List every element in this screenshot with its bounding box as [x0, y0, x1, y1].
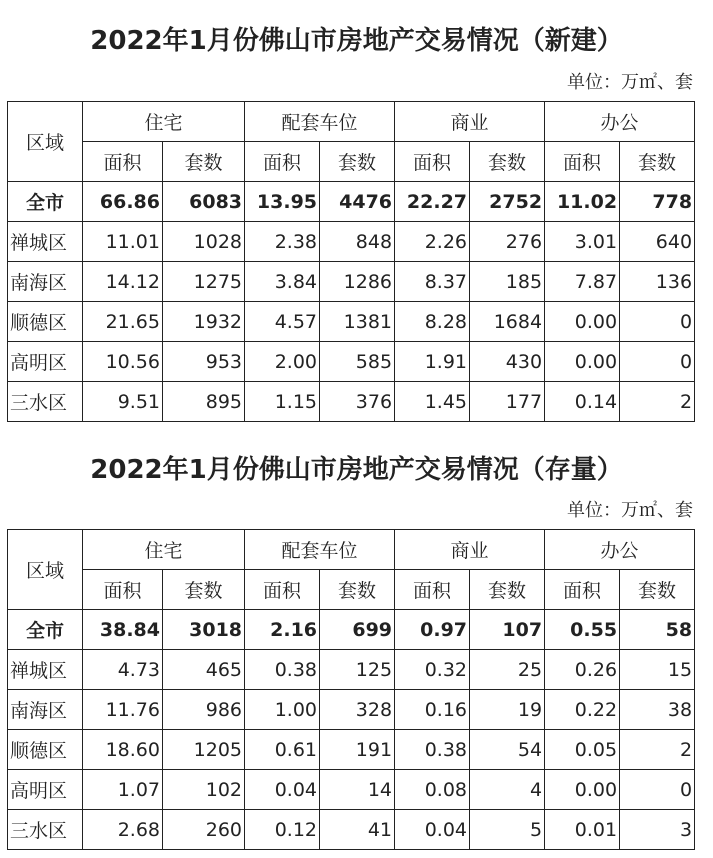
- value-cell: 10.56: [83, 342, 163, 382]
- value-cell: 21.65: [83, 302, 163, 342]
- value-cell: 7.87: [545, 262, 620, 302]
- value-cell: 986: [163, 690, 245, 730]
- value-cell: 0.08: [395, 770, 470, 810]
- value-cell: 0.12: [245, 810, 320, 850]
- group-header: 商业: [395, 102, 545, 142]
- value-cell: 8.28: [395, 302, 470, 342]
- value-cell: 1275: [163, 262, 245, 302]
- value-cell: 6083: [163, 182, 245, 222]
- header-row: [8, 102, 695, 142]
- value-cell: 13.95: [245, 182, 320, 222]
- value-cell: 0.38: [395, 730, 470, 770]
- region-cell: 南海区: [8, 262, 83, 302]
- group-header: 住宅: [83, 102, 245, 142]
- value-cell: 4476: [320, 182, 395, 222]
- subheader-cell: 套数: [470, 142, 545, 182]
- value-cell: 1.91: [395, 342, 470, 382]
- value-cell: 11.02: [545, 182, 620, 222]
- value-cell: 4.57: [245, 302, 320, 342]
- value-cell: 328: [320, 690, 395, 730]
- value-cell: 107: [470, 610, 545, 650]
- value-cell: 2.00: [245, 342, 320, 382]
- value-cell: 2.68: [83, 810, 163, 850]
- value-cell: 0.00: [545, 342, 620, 382]
- value-cell: 66.86: [83, 182, 163, 222]
- value-cell: 102: [163, 770, 245, 810]
- page-title: 2022年1月份佛山市房地产交易情况（存量）: [90, 455, 623, 485]
- value-cell: 54: [470, 730, 545, 770]
- subheader-cell: 套数: [620, 142, 695, 182]
- value-cell: 191: [320, 730, 395, 770]
- value-cell: 5: [470, 810, 545, 850]
- table-row: [8, 810, 695, 850]
- subheader-row: [8, 570, 695, 610]
- value-cell: 699: [320, 610, 395, 650]
- total-row: [8, 182, 695, 222]
- table-row: [8, 302, 695, 342]
- value-cell: 4: [470, 770, 545, 810]
- region-cell: 禅城区: [8, 222, 83, 262]
- value-cell: 1.07: [83, 770, 163, 810]
- table-row: [8, 262, 695, 302]
- value-cell: 0.55: [545, 610, 620, 650]
- data-table-new: [7, 101, 695, 422]
- table-row: [8, 222, 695, 262]
- table-row: [8, 730, 695, 770]
- value-cell: 11.76: [83, 690, 163, 730]
- value-cell: 0.14: [545, 382, 620, 422]
- region-header: 区域: [8, 102, 83, 182]
- subheader-cell: 面积: [545, 142, 620, 182]
- region-cell: 三水区: [8, 810, 83, 850]
- group-header: 办公: [545, 530, 695, 570]
- subheader-cell: 面积: [395, 570, 470, 610]
- value-cell: 41: [320, 810, 395, 850]
- region-cell: 全市: [8, 610, 83, 650]
- subheader-cell: 套数: [620, 570, 695, 610]
- value-cell: 2752: [470, 182, 545, 222]
- value-cell: 430: [470, 342, 545, 382]
- value-cell: 376: [320, 382, 395, 422]
- value-cell: 38.84: [83, 610, 163, 650]
- value-cell: 0.05: [545, 730, 620, 770]
- subheader-cell: 套数: [163, 570, 245, 610]
- subheader-cell: 面积: [395, 142, 470, 182]
- value-cell: 895: [163, 382, 245, 422]
- region-cell: 高明区: [8, 770, 83, 810]
- value-cell: 640: [620, 222, 695, 262]
- value-cell: 2: [620, 382, 695, 422]
- region-header: 区域: [8, 530, 83, 610]
- group-header: 配套车位: [245, 530, 395, 570]
- value-cell: 0.04: [245, 770, 320, 810]
- value-cell: 185: [470, 262, 545, 302]
- table-row: [8, 382, 695, 422]
- value-cell: 0.00: [545, 302, 620, 342]
- value-cell: 15: [620, 650, 695, 690]
- value-cell: 1684: [470, 302, 545, 342]
- region-cell: 高明区: [8, 342, 83, 382]
- region-cell: 顺德区: [8, 730, 83, 770]
- unit-note: 单位：万㎡、套: [567, 72, 693, 93]
- region-cell: 顺德区: [8, 302, 83, 342]
- value-cell: 0: [620, 302, 695, 342]
- value-cell: 0.97: [395, 610, 470, 650]
- value-cell: 3.01: [545, 222, 620, 262]
- value-cell: 0.00: [545, 770, 620, 810]
- value-cell: 1286: [320, 262, 395, 302]
- page-title: 2022年1月份佛山市房地产交易情况（新建）: [90, 26, 623, 56]
- value-cell: 0.32: [395, 650, 470, 690]
- group-header: 商业: [395, 530, 545, 570]
- value-cell: 953: [163, 342, 245, 382]
- value-cell: 1028: [163, 222, 245, 262]
- subheader-cell: 面积: [83, 570, 163, 610]
- value-cell: 177: [470, 382, 545, 422]
- value-cell: 0.26: [545, 650, 620, 690]
- subheader-cell: 面积: [245, 570, 320, 610]
- value-cell: 465: [163, 650, 245, 690]
- value-cell: 778: [620, 182, 695, 222]
- value-cell: 1.15: [245, 382, 320, 422]
- subheader-cell: 面积: [83, 142, 163, 182]
- value-cell: 58: [620, 610, 695, 650]
- value-cell: 1205: [163, 730, 245, 770]
- value-cell: 0: [620, 770, 695, 810]
- value-cell: 1.45: [395, 382, 470, 422]
- value-cell: 18.60: [83, 730, 163, 770]
- value-cell: 22.27: [395, 182, 470, 222]
- unit-note: 单位：万㎡、套: [567, 500, 693, 521]
- region-cell: 全市: [8, 182, 83, 222]
- value-cell: 2: [620, 730, 695, 770]
- value-cell: 276: [470, 222, 545, 262]
- subheader-row: [8, 142, 695, 182]
- table-row: [8, 770, 695, 810]
- value-cell: 1932: [163, 302, 245, 342]
- region-cell: 南海区: [8, 690, 83, 730]
- value-cell: 1.00: [245, 690, 320, 730]
- value-cell: 38: [620, 690, 695, 730]
- subheader-cell: 套数: [163, 142, 245, 182]
- value-cell: 3.84: [245, 262, 320, 302]
- group-header: 配套车位: [245, 102, 395, 142]
- subheader-cell: 套数: [470, 570, 545, 610]
- group-header: 住宅: [83, 530, 245, 570]
- value-cell: 1381: [320, 302, 395, 342]
- value-cell: 4.73: [83, 650, 163, 690]
- value-cell: 125: [320, 650, 395, 690]
- region-cell: 三水区: [8, 382, 83, 422]
- value-cell: 2.26: [395, 222, 470, 262]
- value-cell: 0.61: [245, 730, 320, 770]
- value-cell: 19: [470, 690, 545, 730]
- table-row: [8, 690, 695, 730]
- data-table-stock: [7, 529, 695, 850]
- subheader-cell: 面积: [545, 570, 620, 610]
- group-header: 办公: [545, 102, 695, 142]
- value-cell: 3018: [163, 610, 245, 650]
- value-cell: 11.01: [83, 222, 163, 262]
- value-cell: 0.04: [395, 810, 470, 850]
- value-cell: 0: [620, 342, 695, 382]
- value-cell: 0.22: [545, 690, 620, 730]
- subheader-cell: 套数: [320, 142, 395, 182]
- value-cell: 0.16: [395, 690, 470, 730]
- value-cell: 0.01: [545, 810, 620, 850]
- region-cell: 禅城区: [8, 650, 83, 690]
- subheader-cell: 面积: [245, 142, 320, 182]
- value-cell: 8.37: [395, 262, 470, 302]
- value-cell: 136: [620, 262, 695, 302]
- table-row: [8, 650, 695, 690]
- value-cell: 0.38: [245, 650, 320, 690]
- value-cell: 585: [320, 342, 395, 382]
- subheader-cell: 套数: [320, 570, 395, 610]
- value-cell: 9.51: [83, 382, 163, 422]
- value-cell: 2.38: [245, 222, 320, 262]
- value-cell: 2.16: [245, 610, 320, 650]
- table-row: [8, 342, 695, 382]
- value-cell: 25: [470, 650, 545, 690]
- value-cell: 14: [320, 770, 395, 810]
- total-row: [8, 610, 695, 650]
- value-cell: 260: [163, 810, 245, 850]
- value-cell: 3: [620, 810, 695, 850]
- header-row: [8, 530, 695, 570]
- value-cell: 848: [320, 222, 395, 262]
- value-cell: 14.12: [83, 262, 163, 302]
